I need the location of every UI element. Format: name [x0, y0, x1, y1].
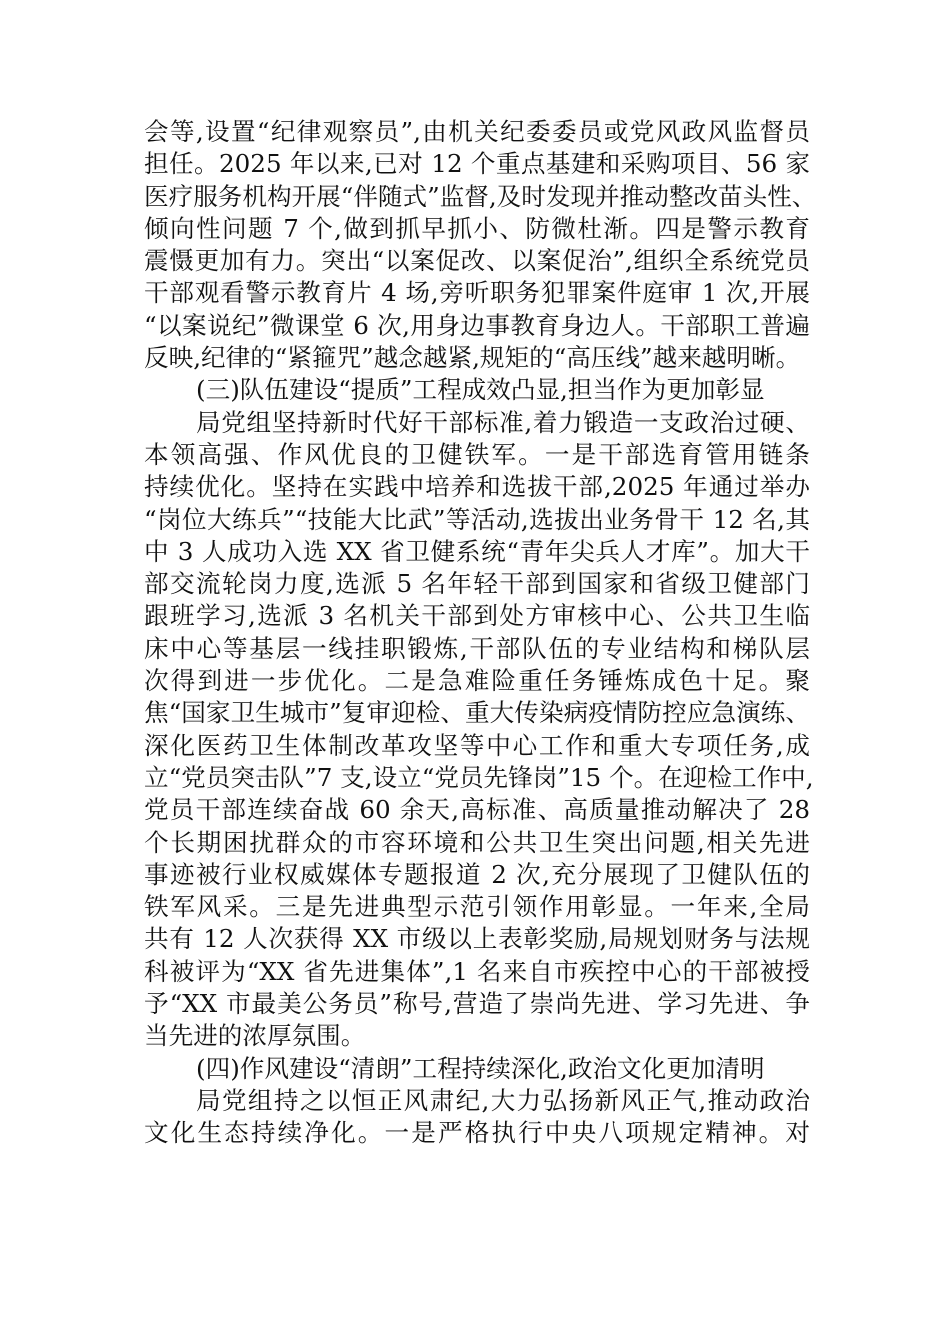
section-heading: (三)队伍建设“提质”工程成效凸显,担当作为更加彰显: [196, 375, 765, 405]
text-line: 立“党员突击队”7 支,设立“党员先锋岗”15 个。在迎检工作中,: [144, 762, 814, 792]
section-heading: (四)作风建设“清朗”工程持续深化,政治文化更加清明: [196, 1053, 765, 1083]
text-line: 科被评为“XX 省先进集体”,1 名来自市疾控中心的干部被授: [144, 956, 810, 986]
text-line: 医疗服务机构开展“伴随式”监督,及时发现并推动整改苗头性、: [144, 181, 817, 211]
text-line: 中 3 人成功入选 XX 省卫健系统“青年尖兵人才库”。加大干: [144, 536, 810, 566]
text-line: 会等,设置“纪律观察员”,由机关纪委委员或党风政风监督员: [144, 117, 810, 146]
text-line: 焦“国家卫生城市”复审迎检、重大传染病疫情防控应急演练、: [144, 698, 810, 728]
text-line: 跟班学习,选派 3 名机关干部到处方审核中心、公共卫生临: [144, 601, 810, 631]
text-line: 床中心等基层一线挂职锻炼,干部队伍的专业结构和梯队层: [144, 633, 810, 663]
text-line: 当先进的浓厚氛围。: [144, 1021, 366, 1051]
text-line: 持续优化。坚持在实践中培养和选拔干部,2025 年通过举办: [144, 472, 810, 502]
text-line: 部交流轮岗力度,选派 5 名年轻干部到国家和省级卫健部门: [144, 569, 810, 599]
text-line: 铁军风采。三是先进典型示范引领作用彰显。一年来,全局: [144, 892, 810, 922]
text-line: 担任。2025 年以来,已对 12 个重点基建和采购项目、56 家: [144, 149, 810, 179]
text-line: 事迹被行业权威媒体专题报道 2 次,充分展现了卫健队伍的: [144, 859, 810, 889]
text-line: 倾向性问题 7 个,做到抓早抓小、防微杜渐。四是警示教育: [144, 213, 810, 243]
text-line: 深化医药卫生体制改革攻坚等中心工作和重大专项任务,成: [144, 730, 810, 760]
text-line: “以案说纪”微课堂 6 次,用身边事教育身边人。干部职工普遍: [144, 310, 810, 340]
text-line: 局党组坚持新时代好干部标准,着力锻造一支政治过硬、: [196, 407, 810, 437]
document-page: [144, 116, 817, 1150]
text-line: 反映,纪律的“紧箍咒”越念越紧,规矩的“高压线”越来越明晰。: [144, 343, 801, 373]
text-line: 个长期困扰群众的市容环境和公共卫生突出问题,相关先进: [144, 827, 810, 857]
text-line: 次得到进一步优化。二是急难险重任务锤炼成色十足。聚: [144, 666, 810, 696]
text-line: 干部观看警示教育片 4 场,旁听职务犯罪案件庭审 1 次,开展: [144, 278, 810, 308]
text-line: 党员干部连续奋战 60 余天,高标准、高质量推动解决了 28: [144, 795, 810, 825]
text-line: 予“XX 市最美公务员”称号,营造了崇尚先进、学习先进、争: [144, 989, 810, 1019]
text-line: 文化生态持续净化。一是严格执行中央八项规定精神。对: [144, 1118, 810, 1148]
text-line: 局党组持之以恒正风肃纪,大力弘扬新风正气,推动政治: [196, 1085, 810, 1115]
text-line: 震慑更加有力。突出“以案促改、以案促治”,组织全系统党员: [144, 246, 810, 276]
text-line: 共有 12 人次获得 XX 市级以上表彰奖励,局规划财务与法规: [144, 924, 810, 954]
text-line: 本领高强、作风优良的卫健铁军。一是干部选育管用链条: [144, 439, 810, 469]
text-line: “岗位大练兵”“技能大比武”等活动,选拔出业务骨干 12 名,其: [144, 504, 810, 534]
